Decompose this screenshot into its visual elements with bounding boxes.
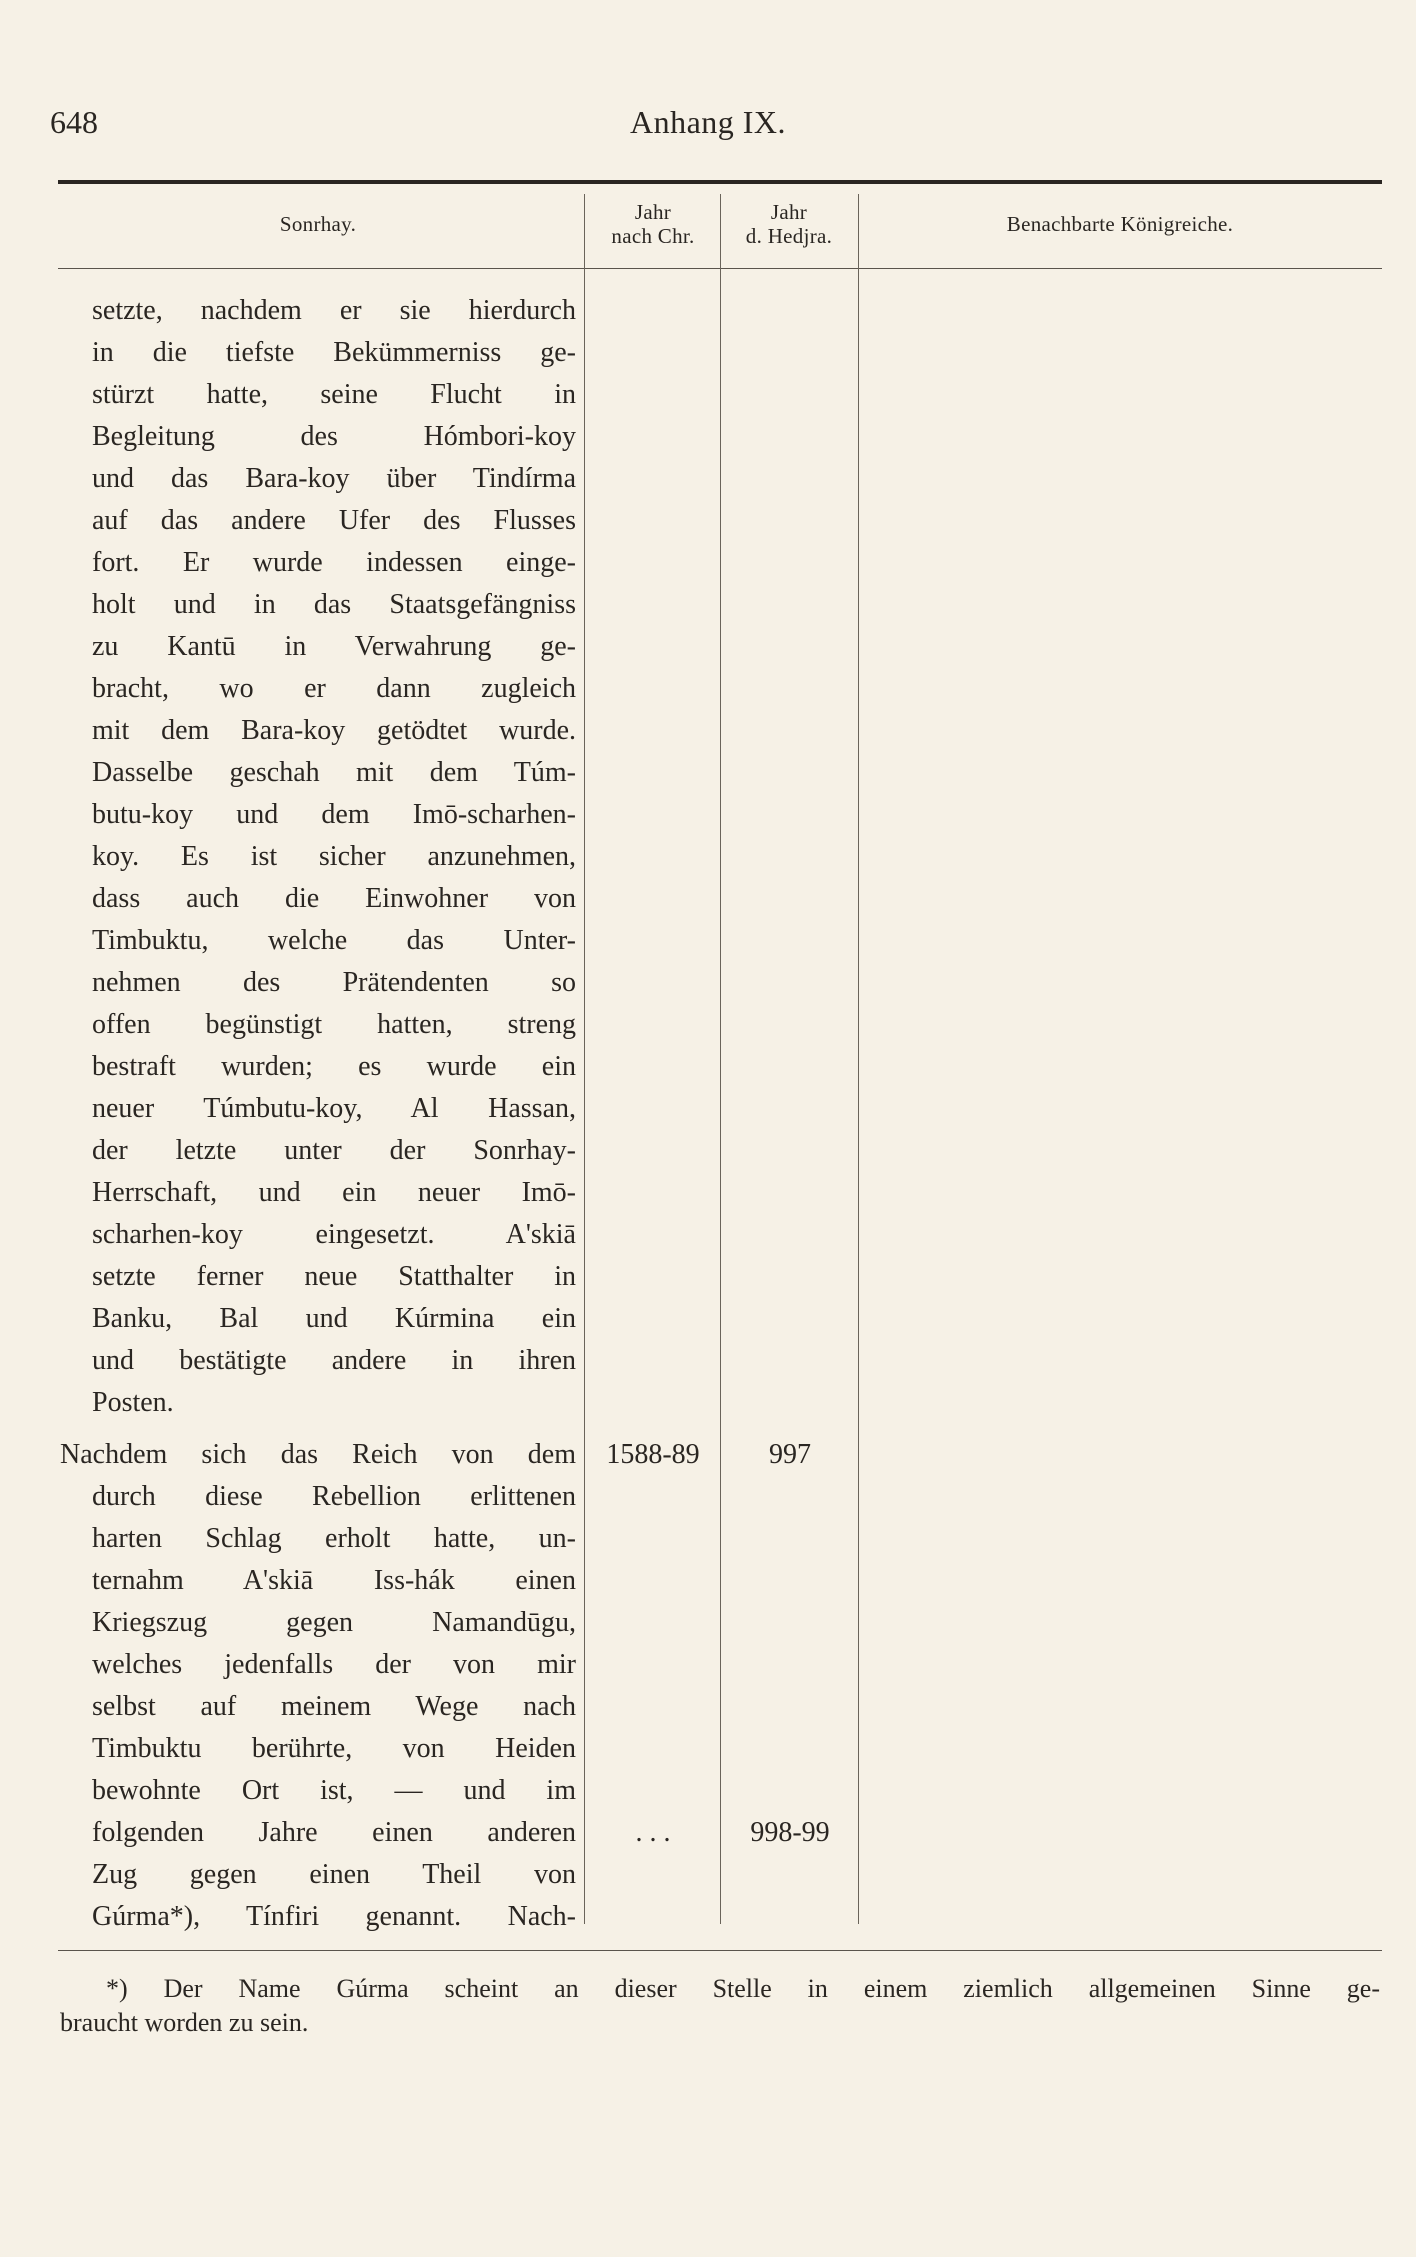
text-line: in die tiefste Bekümmerniss ge- bbox=[92, 337, 576, 368]
text-line: butu-koy und dem Imō-scharhen- bbox=[92, 799, 576, 830]
text-line: und bestätigte andere in ihren bbox=[92, 1345, 576, 1376]
text-line: Banku, Bal und Kúrmina ein bbox=[92, 1303, 576, 1334]
text-line: bracht, wo er dann zugleich bbox=[92, 673, 576, 704]
column-divider-2 bbox=[720, 194, 721, 1924]
column-header-jahr-hedjra-line2: d. Hedjra. bbox=[745, 224, 833, 248]
text-line: fort. Er wurde indessen einge- bbox=[92, 547, 576, 578]
text-line: ternahm A'skiā Iss-hák einen bbox=[92, 1565, 576, 1596]
text-line: selbst auf meinem Wege nach bbox=[92, 1691, 576, 1722]
column-divider-3 bbox=[858, 194, 859, 1924]
text-line: Herrschaft, und ein neuer Imō- bbox=[92, 1177, 576, 1208]
column-header-jahr-hedjra-line1: Jahr bbox=[770, 200, 808, 224]
text-line: harten Schlag erholt hatte, un- bbox=[92, 1523, 576, 1554]
text-line: Nachdem sich das Reich von dem bbox=[60, 1439, 576, 1470]
text-line: offen begünstigt hatten, streng bbox=[92, 1009, 576, 1040]
text-line: durch diese Rebellion erlittenen bbox=[92, 1481, 576, 1512]
text-line: dass auch die Einwohner von bbox=[92, 883, 576, 914]
text-line: der letzte unter der Sonrhay- bbox=[92, 1135, 576, 1166]
text-line: auf das andere Ufer des Flusses bbox=[92, 505, 576, 536]
top-rule bbox=[58, 180, 1382, 184]
footnote-line-1: *) Der Name Gúrma scheint an dieser Stelle in einem ziemlich allgemeinen Sinne ge- bbox=[106, 1974, 1380, 2003]
text-line: welches jedenfalls der von mir bbox=[92, 1649, 576, 1680]
text-line: und das Bara-koy über Tindírma bbox=[92, 463, 576, 494]
text-line: Gúrma*), Tínfiri genannt. Nach- bbox=[92, 1901, 576, 1932]
text-line: folgenden Jahre einen anderen bbox=[92, 1817, 576, 1848]
text-line: holt und in das Staatsgefängniss bbox=[92, 589, 576, 620]
year-hedjra-997: 997 bbox=[769, 1439, 811, 1470]
footnote-line-2: braucht worden zu sein. bbox=[60, 2008, 309, 2037]
year-chr-1588-89: 1588-89 bbox=[606, 1439, 700, 1470]
text-line: koy. Es ist sicher anzunehmen, bbox=[92, 841, 576, 872]
footer-rule bbox=[58, 1950, 1382, 1951]
running-head: Anhang IX. bbox=[629, 104, 787, 140]
text-line: nehmen des Prätendenten so bbox=[92, 967, 576, 998]
text-line: scharhen-koy eingesetzt. A'skiā bbox=[92, 1219, 576, 1250]
text-line: Dasselbe geschah mit dem Túm- bbox=[92, 757, 576, 788]
year-chr-ellipsis: . . . bbox=[635, 1817, 671, 1848]
text-line: Timbuktu, welche das Unter- bbox=[92, 925, 576, 956]
text-line: neuer Túmbutu-koy, Al Hassan, bbox=[92, 1093, 576, 1124]
text-line: Posten. bbox=[92, 1387, 174, 1418]
column-header-jahr-chr bbox=[588, 200, 718, 248]
text-line: Kriegszug gegen Namandūgu, bbox=[92, 1607, 576, 1638]
column-header-jahr-chr-line1: Jahr bbox=[634, 200, 672, 224]
year-hedjra-998-99: 998-99 bbox=[750, 1817, 830, 1848]
text-line: bewohnte Ort ist, — und im bbox=[92, 1775, 576, 1806]
column-header-jahr-hedjra bbox=[722, 200, 856, 248]
text-line: setzte, nachdem er sie hierdurch bbox=[92, 295, 576, 326]
page-number: 648 bbox=[50, 104, 98, 140]
text-line: Timbuktu berührte, von Heiden bbox=[92, 1733, 576, 1764]
column-header-jahr-chr-line2: nach Chr. bbox=[611, 224, 695, 248]
text-line: stürzt hatte, seine Flucht in bbox=[92, 379, 576, 410]
text-line: setzte ferner neue Statthalter in bbox=[92, 1261, 576, 1292]
text-line: Begleitung des Hómbori-koy bbox=[92, 421, 576, 452]
text-line: mit dem Bara-koy getödtet wurde. bbox=[92, 715, 576, 746]
column-header-sonrhay: Sonrhay. bbox=[279, 212, 357, 236]
text-line: zu Kantū in Verwahrung ge- bbox=[92, 631, 576, 662]
text-line: Zug gegen einen Theil von bbox=[92, 1859, 576, 1890]
text-line: bestraft wurden; es wurde ein bbox=[92, 1051, 576, 1082]
column-divider-1 bbox=[584, 194, 585, 1924]
column-header-nachbar: Benachbarte Königreiche. bbox=[1006, 212, 1234, 236]
